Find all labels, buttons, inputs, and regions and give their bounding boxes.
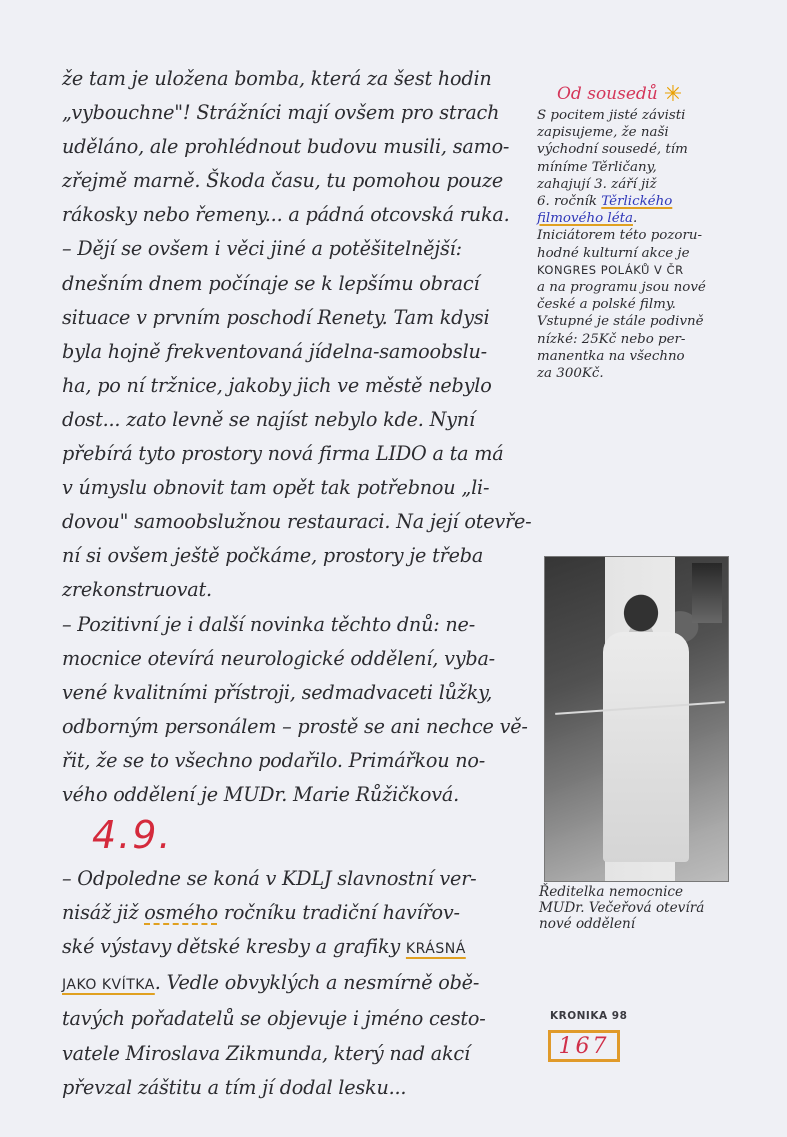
- page-number: 167: [558, 1033, 610, 1059]
- text-line: – Pozitivní je i další novinka těchto dnů: ne-: [62, 612, 475, 636]
- sidebar-line: KONGRES POLÁKŮ V ČR: [537, 262, 684, 277]
- text-line: dost... zato levně se najíst nebylo kde. Nyní: [62, 407, 475, 431]
- text-line: byla hojně frekventovaná jídelna-samoobslu-: [62, 339, 487, 363]
- text-segment: .: [632, 211, 638, 227]
- sidebar-line: míníme Těrličany,: [537, 159, 657, 175]
- photo-figure: [603, 632, 689, 862]
- text-line: [62, 966, 532, 1002]
- exhibition-title: KRÁSNÁ: [405, 941, 466, 958]
- text-segment: 6. ročník: [537, 194, 602, 210]
- text-segment: ročníku tradiční havířov-: [217, 901, 460, 925]
- sidebar-line: Vstupné je stále podivně: [537, 314, 704, 330]
- caption-line: MUDr. Večeřová otevírá: [539, 900, 705, 916]
- text-line: – Odpoledne se koná v KDLJ slavnostní ver-: [62, 867, 477, 891]
- date-heading: 4.9.: [92, 813, 173, 858]
- page-number-box: [548, 1030, 620, 1062]
- text-line: ní si ovšem ještě počkáme, prostory je třeba: [62, 544, 484, 568]
- text-line: mocnice otevírá neurologické oddělení, vyba-: [62, 646, 495, 670]
- sidebar-line: Iniciátorem této pozoru-: [537, 228, 702, 244]
- text-line: tavých pořadatelů se objevuje i jméno cesto-: [62, 1007, 486, 1031]
- text-line: zřejmě marně. Škoda času, tu pomohou pouze: [62, 169, 504, 193]
- text-line: situace v prvním poschodí Renety. Tam kdysi: [62, 305, 490, 329]
- text-line: vatele Miroslava Zikmunda, který nad akcí: [62, 1041, 470, 1065]
- text-line: odborným personálem – prostě se ani nechce vě-: [62, 714, 528, 738]
- text-segment: . Vedle obvyklých a nesmírně obě-: [154, 971, 480, 995]
- text-line: přebírá tyto prostory nová firma LIDO a ta má: [62, 442, 504, 466]
- sidebar-line: východní sousedé, tím: [537, 142, 688, 158]
- asterisk-star-icon: ✳: [663, 82, 683, 107]
- caption-line: Ředitelka nemocnice: [539, 884, 684, 900]
- sidebar-line: manentka na všechno: [537, 348, 685, 364]
- newspaper-photo: [544, 556, 729, 882]
- text-line: [62, 896, 532, 930]
- text-line: – Dějí se ovšem i věci jiné a potěšitelnější:: [62, 237, 462, 261]
- text-line: zrekonstruovat.: [62, 578, 212, 602]
- chronicle-label: KRONIKA 98: [550, 1010, 628, 1022]
- text-line: [62, 930, 532, 966]
- photo-caption: [539, 884, 739, 932]
- sidebar-line: české a polské filmy.: [537, 297, 676, 313]
- sidebar-line: zahajují 3. září již: [537, 176, 657, 192]
- sidebar-note: [537, 82, 737, 382]
- text-line: v úmyslu obnovit tam opět tak potřebnou „li-: [62, 476, 490, 500]
- text-line: uděláno, ale prohlédnout budovu musili, samo-: [62, 135, 510, 159]
- text-segment: nisáž již: [62, 901, 145, 925]
- exhibition-title: JAKO KVÍTKA: [62, 977, 155, 994]
- festival-name: filmového léta: [537, 211, 633, 227]
- sidebar-line: zapisujeme, že naši: [537, 125, 669, 141]
- sidebar-title: [557, 82, 737, 107]
- text-line: dnešním dnem počínaje se k lepšímu obrací: [62, 271, 480, 295]
- text-line: dovou" samoobslužnou restauraci. Na její otevře-: [62, 510, 532, 534]
- sidebar-line: [537, 193, 737, 210]
- underlined-word: osmého: [144, 901, 218, 925]
- text-line: „vybouchne"! Strážníci mají ovšem pro strach: [62, 101, 500, 125]
- text-line: rákosky nebo řemeny... a pádná otcovská ruka.: [62, 203, 510, 227]
- text-line: ha, po ní tržnice, jakoby jich ve městě nebylo: [62, 373, 492, 397]
- text-segment: ské výstavy dětské kresby a grafiky: [62, 935, 406, 959]
- sidebar-line: hodné kulturní akce je: [537, 245, 690, 261]
- festival-name: Těrlického: [601, 194, 673, 210]
- sidebar-line: a na programu jsou nové: [537, 280, 706, 296]
- text-line: převzal záštitu a tím jí dodal lesku...: [62, 1075, 407, 1099]
- text-line: řit, že se to všechno podařilo. Primářkou no-: [62, 748, 486, 772]
- chronicle-main-text: [62, 62, 532, 1105]
- sidebar-line: [537, 210, 737, 227]
- sidebar-line: nízké: 25Kč nebo per-: [537, 331, 686, 347]
- caption-line: nové oddělení: [539, 916, 636, 932]
- sidebar-line: S pocitem jisté závisti: [537, 108, 686, 123]
- text-line: že tam je uložena bomba, která za šest hodin: [62, 67, 492, 90]
- photo-poster: [692, 563, 722, 623]
- text-line: vené kvalitními přístroji, sedmadvaceti lůžky,: [62, 680, 493, 704]
- sidebar-line: za 300Kč.: [537, 366, 604, 382]
- sidebar-title-text: Od sousedů: [557, 84, 658, 104]
- text-line: vého oddělení je MUDr. Marie Růžičková.: [62, 782, 460, 806]
